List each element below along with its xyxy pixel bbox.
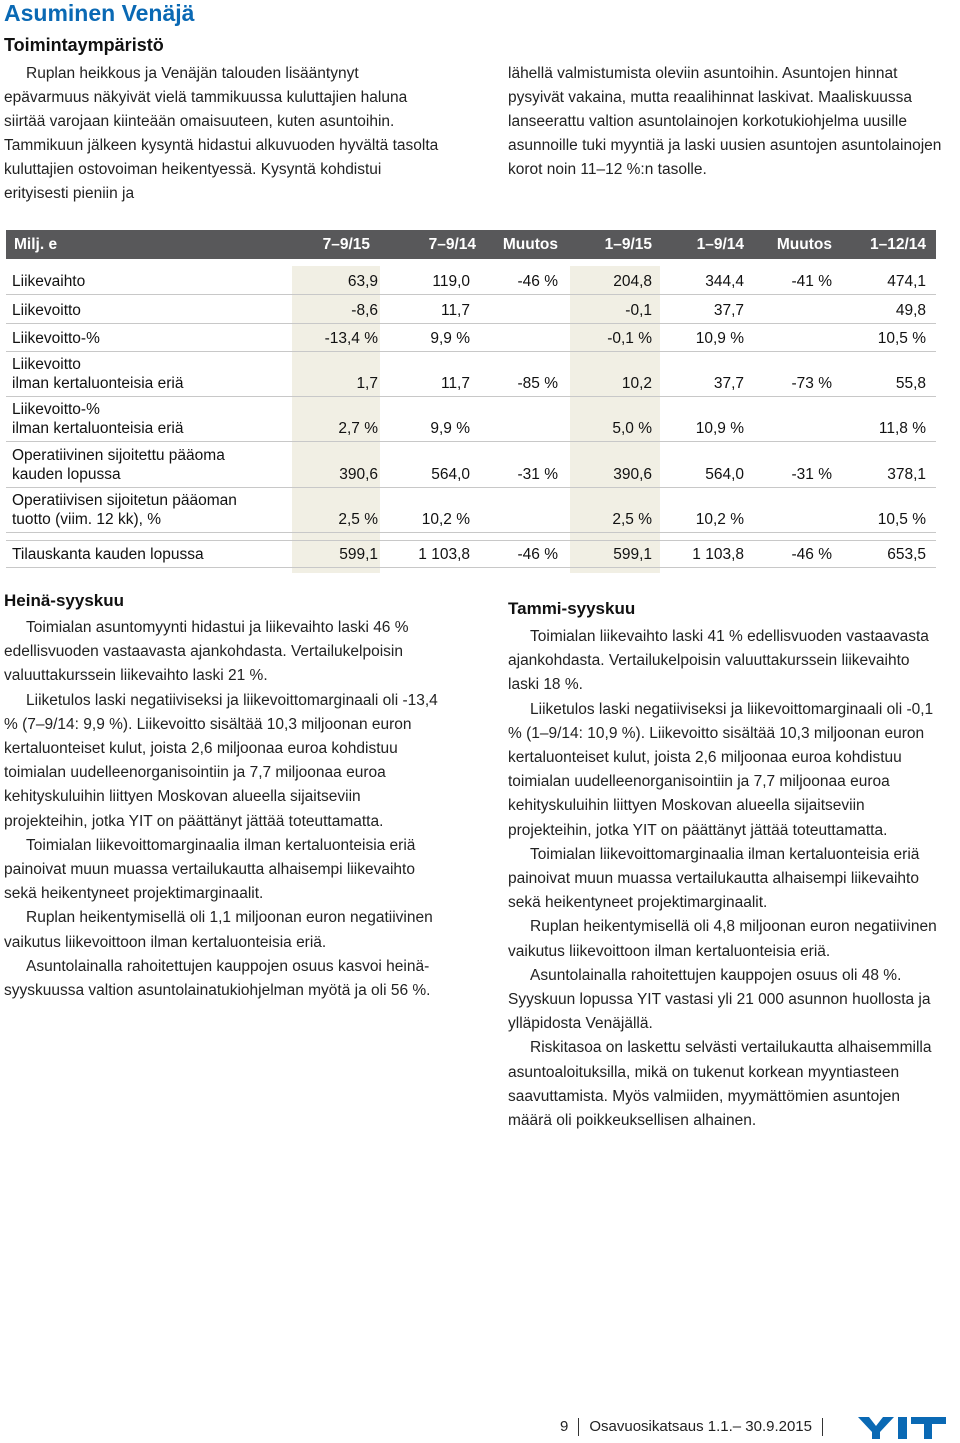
table-cell: 2,5 % bbox=[612, 511, 652, 528]
row-label: Operatiivisen sijoitetun pääoman bbox=[12, 492, 237, 509]
table-row bbox=[6, 351, 936, 397]
table-cell: 378,1 bbox=[887, 466, 926, 483]
financial-table bbox=[6, 230, 936, 563]
table-cell: 37,7 bbox=[713, 302, 744, 319]
row-label-continued: ilman kertaluonteisia eriä bbox=[12, 375, 184, 392]
page-title: Asuminen Venäjä bbox=[4, 0, 195, 26]
table-row bbox=[6, 323, 936, 352]
report-title: Osavuosikatsaus 1.1.– 30.9.2015 bbox=[589, 1418, 812, 1435]
table-cell: 10,2 % bbox=[421, 511, 470, 528]
section-heading-q3: Heinä-syyskuu bbox=[4, 591, 124, 610]
table-cell: 49,8 bbox=[895, 302, 926, 319]
intro-text-right: lähellä valmistumista oleviin asuntoihin. Asuntojen hinnat pysyivät vakaina, mutta reaalihinnat laskivat. Maaliskuussa lanseerattu valtion asuntolainojen korkotukiohjelma uusille asunnoille tuki myyntiä ja laski uusien asuntojen asuntolainojen korot noin 11–12 %:n tasolle. bbox=[508, 65, 942, 178]
table-cell: 2,5 % bbox=[338, 511, 378, 528]
table-cell: 2,7 % bbox=[338, 420, 378, 437]
paragraph: Asuntolainalla rahoitettujen kauppojen osuus kasvoi heinä-syyskuussa valtion asuntolainatukiohjelman myötä ja oli 56 %. bbox=[4, 957, 431, 1000]
table-cell: -0,1 % bbox=[607, 330, 652, 347]
table-cell: 9,9 % bbox=[430, 330, 470, 347]
table-cell: 390,6 bbox=[613, 466, 652, 483]
left-column-text bbox=[4, 616, 444, 1003]
table-cell: 599,1 bbox=[339, 546, 378, 563]
table-cell: -46 % bbox=[791, 546, 832, 563]
row-label: Liikevoitto bbox=[12, 302, 81, 319]
table-cell: 1,7 bbox=[356, 375, 378, 392]
row-label: Operatiivinen sijoitettu pääoma bbox=[12, 447, 225, 464]
table-cell: -73 % bbox=[791, 375, 832, 392]
table-cell: -13,4 % bbox=[324, 330, 378, 347]
table-cell: 11,8 % bbox=[878, 420, 926, 437]
row-label-continued: tuotto (viim. 12 kk), % bbox=[12, 511, 162, 528]
table-row bbox=[6, 294, 936, 324]
table-cell: 10,9 % bbox=[695, 420, 744, 437]
table-row bbox=[6, 441, 936, 488]
table-cell: -85 % bbox=[517, 375, 558, 392]
table-row bbox=[6, 540, 936, 568]
table-cell: -8,6 bbox=[351, 302, 378, 319]
table-cell: 564,0 bbox=[705, 466, 744, 483]
paragraph: Toimialan liikevoittomarginaalia ilman kertaluonteisia eriä painoivat muun muassa vertailukautta alhaisempi liikevaihto sekä heikentyneet projektimarginaalit. bbox=[4, 836, 416, 903]
table-cell: 204,8 bbox=[613, 273, 652, 290]
paragraph: Liiketulos laski negatiiviseksi ja liikevoittomarginaali oli -13,4 % (7–9/14: 9,9 %). Liikevoitto sisältää 10,3 miljoonan euron kertaluonteiset kulut, joista 2,6 miljoonaa euroa kohdistuu toimialan uudelleenorganisointiin ja 7,7 miljoonaa euroa kehityskuluihin liittyen Moskovan alueella sijaitseviin projekteihin, jotka YIT on päättänyt jättää toteuttamatta. bbox=[4, 691, 438, 830]
table-row bbox=[6, 396, 936, 442]
table-cell: 390,6 bbox=[339, 466, 378, 483]
paragraph: Ruplan heikentymisellä oli 1,1 miljoonan euron negatiivinen vaikutus liikevoittoon ilman kertaluonteisia eriä. bbox=[4, 909, 433, 951]
table-header-cell: 1–12/14 bbox=[869, 236, 926, 253]
paragraph: Riskitasoa on laskettu selvästi vertailukautta alhaisemmilla asuntoaloituksilla, mikä on tukenut korkean myyntiasteen saavuttamista. Myös valmiiden, myymättömien asuntojen määrä oli poikkeuksellisen alhainen. bbox=[508, 1039, 932, 1130]
paragraph: Toimialan asuntomyynti hidastui ja liikevaihto laski 46 % edellisvuoden vastaavasta ajankohdasta. Vertailukelpoisin valuuttakurssein liikevaihto laski 21 %. bbox=[4, 619, 409, 685]
table-cell: 11,7 bbox=[440, 375, 470, 392]
table-cell: -31 % bbox=[517, 466, 558, 483]
page-footer bbox=[560, 1418, 833, 1436]
table-cell: 37,7 bbox=[713, 375, 744, 392]
table-cell: 119,0 bbox=[432, 273, 470, 290]
table-cell: 63,9 bbox=[347, 273, 378, 290]
table-cell: -0,1 bbox=[625, 302, 652, 319]
paragraph: Ruplan heikentymisellä oli 4,8 miljoonan euron negatiivinen vaikutus liikevoittoon ilman kertaluonteisia eriä. bbox=[508, 918, 937, 960]
footer-divider bbox=[822, 1418, 823, 1436]
row-label-continued: ilman kertaluonteisia eriä bbox=[12, 420, 184, 437]
table-header-cell: 1–9/15 bbox=[604, 236, 652, 253]
row-label: Liikevoitto bbox=[12, 356, 81, 373]
footer-divider bbox=[578, 1418, 579, 1436]
paragraph: Liiketulos laski negatiiviseksi ja liikevoittomarginaali oli -0,1 % (1–9/14: 10,9 %). Liikevoitto sisältää 10,3 miljoonan euron kertaluonteiset kulut, joista 2,6 miljoonaa euroa kohdistuu toimialan uudelleenorganisointiin ja 7,7 miljoonaa euroa kehityskuluihin liittyen Moskovan alueella sijaitseviin projekteihin, jotka YIT on päättänyt jättää toteuttamatta. bbox=[508, 700, 934, 839]
table-header-cell: Muutos bbox=[502, 236, 558, 253]
table-row bbox=[6, 487, 936, 533]
table-cell: 344,4 bbox=[705, 273, 744, 290]
table-cell: 10,5 % bbox=[877, 330, 926, 347]
table-cell: 474,1 bbox=[887, 273, 926, 290]
table-cell: 11,7 bbox=[440, 302, 470, 319]
table-cell: 1 103,8 bbox=[418, 546, 470, 563]
table-header-cell: 1–9/14 bbox=[696, 236, 744, 253]
page-number: 9 bbox=[560, 1418, 569, 1435]
table-cell: 653,5 bbox=[887, 546, 926, 563]
table-cell: 10,5 % bbox=[877, 511, 926, 528]
table-cell: 10,9 % bbox=[695, 330, 744, 347]
table-cell: 10,2 % bbox=[695, 511, 744, 528]
table-header bbox=[6, 230, 936, 259]
row-label: Tilauskanta kauden lopussa bbox=[12, 546, 204, 563]
table-cell: 55,8 bbox=[895, 375, 926, 392]
paragraph: Toimialan liikevaihto laski 41 % edellisvuoden vastaavasta ajankohdasta. Vertailukelpoisin valuuttakurssein liikevaihto laski 18 %. bbox=[508, 628, 929, 694]
table-cell: 5,0 % bbox=[612, 420, 652, 437]
table-header-cell: 7–9/15 bbox=[322, 236, 370, 253]
yit-logo bbox=[858, 1415, 948, 1441]
section-heading-environment: Toimintaympäristö bbox=[4, 35, 164, 55]
table-cell: -41 % bbox=[791, 273, 832, 290]
table-cell: 599,1 bbox=[613, 546, 652, 563]
table-cell: 564,0 bbox=[431, 466, 470, 483]
row-label: Liikevaihto bbox=[12, 273, 86, 290]
section-heading-ytd: Tammi-syyskuu bbox=[508, 599, 636, 618]
table-header-cell: Milj. e bbox=[14, 236, 58, 253]
row-label: Liikevoitto-% bbox=[12, 401, 100, 418]
table-cell: 9,9 % bbox=[430, 420, 470, 437]
table-cell: -46 % bbox=[517, 273, 558, 290]
table-cell: 10,2 bbox=[621, 375, 652, 392]
paragraph: Asuntolainalla rahoitettujen kauppojen osuus oli 48 %. Syyskuun lopussa YIT vastasi yli 21 000 asunnon huollosta ja ylläpidosta Venäjällä. bbox=[508, 966, 931, 1033]
table-header-cell: 7–9/14 bbox=[428, 236, 476, 253]
table-cell: -31 % bbox=[791, 466, 832, 483]
table-header-cell: Muutos bbox=[776, 236, 832, 253]
table-cell: 1 103,8 bbox=[692, 546, 744, 563]
row-label-continued: kauden lopussa bbox=[12, 466, 121, 483]
table-row bbox=[6, 266, 936, 295]
row-label: Liikevoitto-% bbox=[12, 330, 100, 347]
paragraph: Toimialan liikevoittomarginaalia ilman kertaluonteisia eriä painoivat muun muassa vertailukautta alhaisempi liikevaihto sekä heikentyneet projektimarginaalit. bbox=[508, 845, 920, 912]
right-column-text bbox=[508, 625, 944, 1133]
intro-text-left: Ruplan heikkous ja Venäjän talouden lisääntynyt epävarmuus näkyivät vielä tammikuussa kuluttajien haluna siirtää varojaan kiinteään omaisuuteen, kuten asuntoihin. Tammikuun jälkeen kysyntä hidastui alkuvuoden hyvältä tasolta kuluttajien ostovoiman heikentyessä. Kysyntä kohdistui erityisesti pieniin ja bbox=[4, 65, 439, 202]
table-cell: -46 % bbox=[517, 546, 558, 563]
